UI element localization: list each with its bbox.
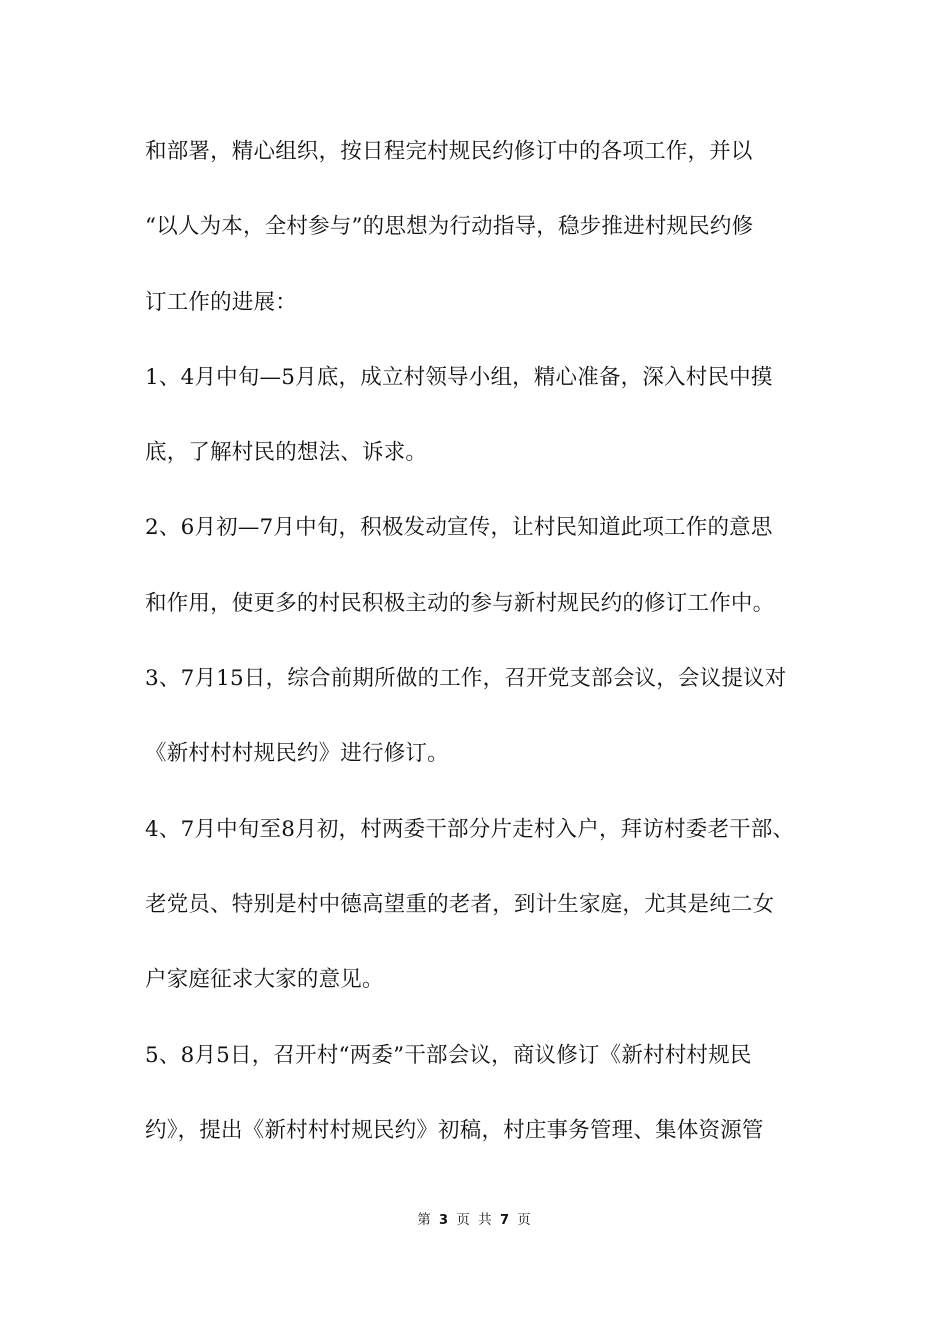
page-footer (0, 1208, 950, 1228)
text-line: 5、8月5日，召开村“两委”干部会议，商议修订《新村村村规民 (145, 1042, 752, 1068)
text-line: 和作用，使更多的村民积极主动的参与新村规民约的修订工作中。 (145, 590, 775, 616)
text-line: 订工作的进展： (145, 289, 297, 315)
text-line: 户家庭征求大家的意见。 (145, 967, 384, 993)
text-line: 约》，提出《新村村村规民约》初稿，村庄事务管理、集体资源管 (145, 1117, 764, 1143)
current-page-number: 3 (439, 1213, 451, 1228)
page-prefix: 第 (417, 1212, 433, 1228)
text-line: 底，了解村民的想法、诉求。 (145, 440, 428, 466)
total-pages-number: 7 (499, 1213, 511, 1228)
text-line: 老党员、特别是村中德高望重的老者，到计生家庭，尤其是纯二女 (145, 891, 775, 917)
text-line: 《新村村村规民约》进行修订。 (145, 741, 449, 767)
text-line: “以人为本，全村参与”的思想为行动指导，稳步推进村规民约修 (145, 214, 754, 240)
text-line: 和部署，精心组织，按日程完村规民约修订中的各项工作，并以 (145, 139, 753, 164)
text-line: 3、7月15日，综合前期所做的工作，召开党支部会议，会议提议对 (145, 666, 787, 692)
document-body (145, 130, 835, 1184)
text-line: 2、6月初—7月中旬，积极发动宣传，让村民知道此项工作的意思 (145, 515, 773, 541)
page-label: 页 (456, 1212, 472, 1228)
total-label: 页 (517, 1212, 533, 1228)
text-line: 1、4月中旬—5月底，成立村领导小组，精心准备，深入村民中摸 (145, 364, 773, 390)
total-prefix: 共 (478, 1212, 494, 1228)
text-line: 4、7月中旬至8月初，村两委干部分片走村入户，拜访村委老干部、 (145, 816, 795, 842)
